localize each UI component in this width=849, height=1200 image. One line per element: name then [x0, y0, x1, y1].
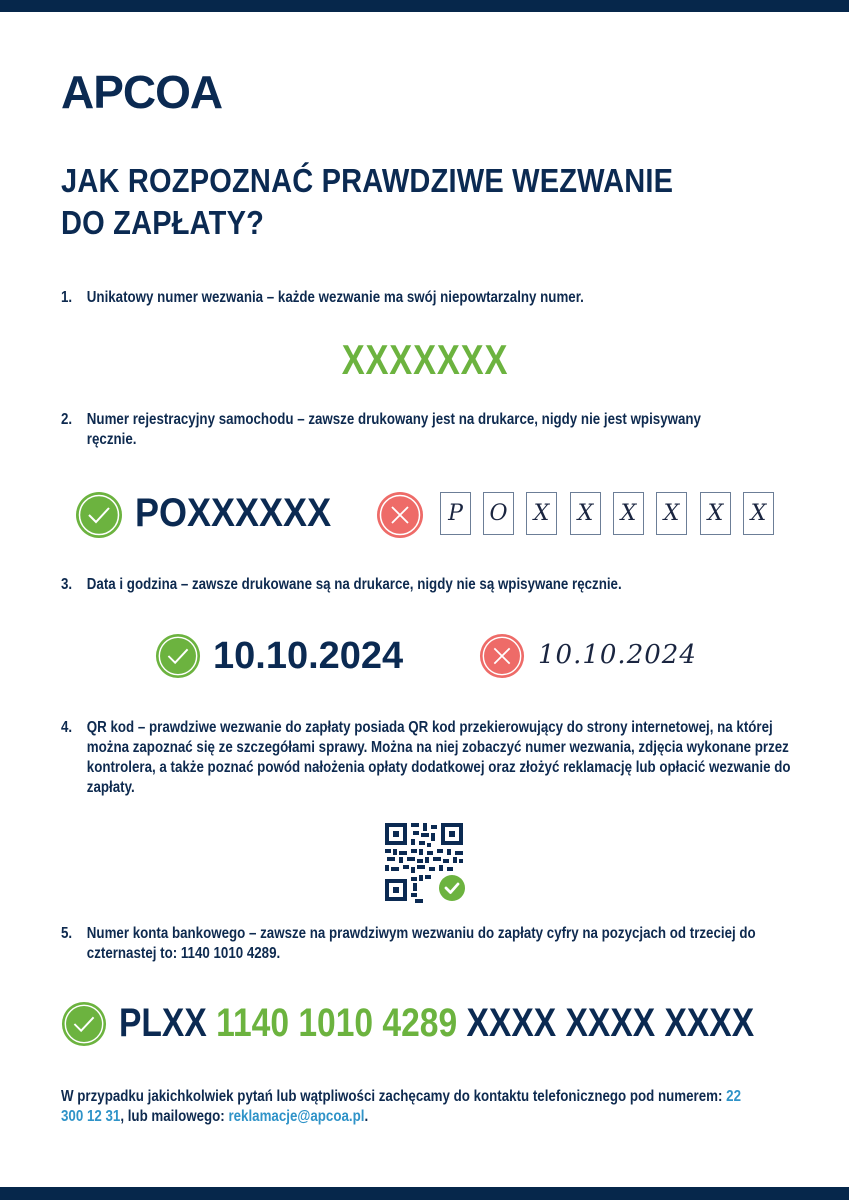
- date-handwritten-example: 10.10.2024: [538, 640, 697, 670]
- page-title-line-1: JAK ROZPOZNAĆ PRAWDZIWE WEZWANIE: [61, 162, 674, 199]
- item-text: QR kod – prawdziwe wezwanie do zapłaty posiada QR kod przekierowujący do strony internetowej, na której można zapoznać się ze szczegółami sprawy. Można na niej zobaczyć numer wezwania, zdjęcia wykonane przez kontrolera, a także poznać powód nałożenia opłaty dodatkowej oraz złożyć reklamację lub opłacić wezwanie do zapłaty.: [86, 719, 791, 796]
- iban-prefix: PLXX: [119, 1001, 207, 1045]
- apcoa-logo: APCOA: [61, 66, 223, 118]
- item-number: 1.: [61, 289, 73, 306]
- contact-paragraph: [61, 1087, 749, 1127]
- handwritten-char-box: X: [526, 492, 557, 535]
- check-circle-icon: [61, 1001, 107, 1047]
- handwritten-char-box: X: [743, 492, 774, 535]
- contact-text: W przypadku jakichkolwiek pytań lub wątpliwości zachęcamy do kontaktu telefonicznego pod numerem:: [61, 1088, 727, 1105]
- plate-printed-example: POXXXXXX: [135, 491, 332, 535]
- page-title: [61, 160, 673, 244]
- x-circle-icon: [479, 633, 525, 679]
- item-number: 4.: [61, 719, 73, 736]
- handwritten-char-box: X: [570, 492, 601, 535]
- check-circle-icon: [75, 491, 123, 539]
- list-item-1: [61, 288, 732, 308]
- iban-suffix: XXXX XXXX XXXX: [466, 1001, 755, 1045]
- item-text: Data i godzina – zawsze drukowane są na drukarce, nigdy nie są wpisywane ręcznie.: [86, 576, 622, 593]
- item-number: 3.: [61, 576, 73, 593]
- handwritten-char-box: X: [656, 492, 687, 535]
- email-link[interactable]: reklamacje@apcoa.pl: [228, 1108, 365, 1125]
- contact-text: .: [364, 1108, 369, 1125]
- handwritten-char-box: P: [440, 492, 471, 535]
- qr-code-check-icon: [385, 823, 467, 905]
- x-circle-icon: [376, 491, 424, 539]
- item-number: 5.: [61, 925, 73, 942]
- item-number: 2.: [61, 411, 73, 428]
- iban-example: [119, 1000, 754, 1046]
- item-text: Unikatowy numer wezwania – każde wezwanie ma swój niepowtarzalny numer.: [86, 289, 584, 306]
- item-text: Numer konta bankowego – zawsze na prawdziwym wezwaniu do zapłaty cyfry na pozycjach od trzeciej do czternastej to: 1140 1010 4289.: [86, 925, 756, 962]
- page-title-line-2: DO ZAPŁATY?: [61, 204, 265, 241]
- item-text: Numer rejestracyjny samochodu – zawsze drukowany jest na drukarce, nigdy nie jest wpisywany ręcznie.: [86, 411, 701, 448]
- check-circle-icon: [155, 633, 201, 679]
- list-item-4: [61, 718, 801, 798]
- top-bar: [0, 0, 849, 12]
- handwritten-char-box: O: [483, 492, 514, 535]
- iban-highlight: 1140 1010 4289: [216, 1001, 458, 1045]
- contact-text: , lub mailowego:: [120, 1108, 229, 1125]
- list-item-2: [61, 410, 732, 450]
- list-item-5: [61, 924, 801, 964]
- date-printed-example: 10.10.2024: [213, 635, 404, 677]
- notice-number-example: XXXXXXX: [341, 336, 509, 383]
- handwritten-char-box: X: [700, 492, 731, 535]
- list-item-3: [61, 575, 732, 595]
- bottom-bar: [0, 1187, 849, 1200]
- handwritten-char-box: X: [613, 492, 644, 535]
- phone-link[interactable]: 22 300 12 31: [61, 1088, 741, 1125]
